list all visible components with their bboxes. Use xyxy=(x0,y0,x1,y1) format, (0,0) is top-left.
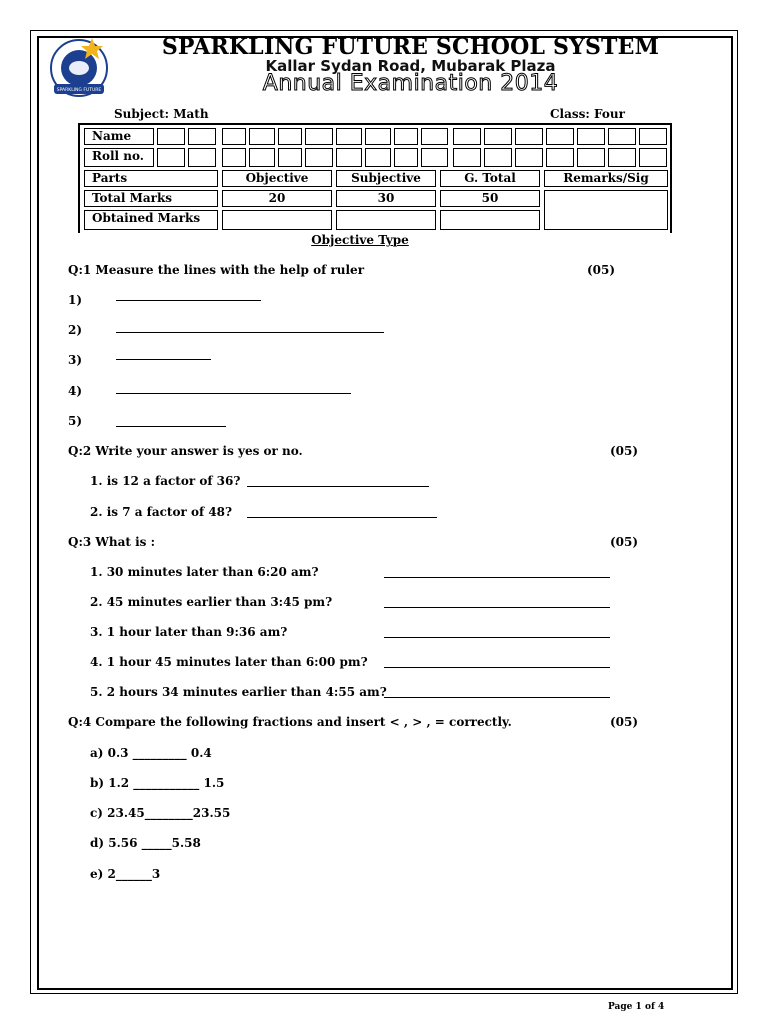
roll-box[interactable] xyxy=(639,148,667,167)
name-label: Name xyxy=(84,128,154,145)
q3-item-2: 2. 45 minutes earlier than 3:45 pm? xyxy=(90,595,333,609)
answer-line[interactable] xyxy=(384,607,610,608)
name-box[interactable] xyxy=(421,128,448,145)
name-box[interactable] xyxy=(484,128,512,145)
school-logo xyxy=(46,32,112,102)
subject-label: Subject: Math xyxy=(114,107,209,121)
roll-box[interactable] xyxy=(249,148,275,167)
roll-box[interactable] xyxy=(394,148,418,167)
measure-line-2 xyxy=(116,332,384,333)
objective-obtained[interactable] xyxy=(222,210,332,230)
q2-marks: (05) xyxy=(610,444,639,458)
objective-total: 20 xyxy=(222,190,332,207)
subjective-header: Subjective xyxy=(336,170,436,187)
student-info-table xyxy=(78,123,672,233)
roll-box[interactable] xyxy=(336,148,362,167)
section-title: Objective Type xyxy=(311,233,409,247)
answer-line[interactable] xyxy=(384,697,610,698)
name-box[interactable] xyxy=(546,128,574,145)
roll-box[interactable] xyxy=(546,148,574,167)
q1-question: Q:1 Measure the lines with the help of ruler xyxy=(68,263,365,277)
roll-box[interactable] xyxy=(577,148,605,167)
q1-item-3: 3) xyxy=(68,353,83,367)
roll-box[interactable] xyxy=(222,148,246,167)
roll-box[interactable] xyxy=(188,148,216,167)
name-box[interactable] xyxy=(188,128,216,145)
g-total-header: G. Total xyxy=(440,170,540,187)
measure-line-4 xyxy=(116,393,351,394)
name-box[interactable] xyxy=(249,128,275,145)
measure-line-5 xyxy=(116,426,226,427)
name-box[interactable] xyxy=(336,128,362,145)
measure-line-1 xyxy=(116,300,261,301)
q3-question: Q:3 What is : xyxy=(68,535,156,549)
name-box[interactable] xyxy=(305,128,333,145)
roll-box[interactable] xyxy=(157,148,185,167)
roll-box[interactable] xyxy=(515,148,543,167)
q1-item-5: 5) xyxy=(68,414,83,428)
measure-line-3 xyxy=(116,359,211,360)
q4-marks: (05) xyxy=(610,715,639,729)
name-box[interactable] xyxy=(278,128,302,145)
q4-item-b: b) 1.2 ___________ 1.5 xyxy=(90,776,225,790)
remarks-box[interactable] xyxy=(544,190,668,230)
q4-item-a: a) 0.3 _________ 0.4 xyxy=(90,746,212,760)
answer-line[interactable] xyxy=(384,637,610,638)
q4-item-c: c) 23.45________23.55 xyxy=(90,806,231,820)
name-box[interactable] xyxy=(639,128,667,145)
q3-marks: (05) xyxy=(610,535,639,549)
name-box[interactable] xyxy=(577,128,605,145)
q3-item-4: 4. 1 hour 45 minutes later than 6:00 pm? xyxy=(90,655,368,669)
class-label: Class: Four xyxy=(550,107,625,121)
name-box[interactable] xyxy=(365,128,391,145)
q1-marks: (05) xyxy=(587,263,616,277)
roll-box[interactable] xyxy=(365,148,391,167)
subjective-total: 30 xyxy=(336,190,436,207)
name-box[interactable] xyxy=(453,128,481,145)
roll-box[interactable] xyxy=(453,148,481,167)
q3-item-1: 1. 30 minutes later than 6:20 am? xyxy=(90,565,319,579)
name-box[interactable] xyxy=(222,128,246,145)
parts-label: Parts xyxy=(84,170,218,187)
remarks-header: Remarks/Sig xyxy=(544,170,668,187)
q2-item-2: 2. is 7 a factor of 48? xyxy=(90,505,233,519)
grand-total: 50 xyxy=(440,190,540,207)
school-name: SPARKLING FUTURE SCHOOL SYSTEM xyxy=(161,34,660,60)
roll-box[interactable] xyxy=(484,148,512,167)
roll-box[interactable] xyxy=(421,148,448,167)
page-of: of xyxy=(644,1002,655,1012)
total-marks-label: Total Marks xyxy=(84,190,218,207)
answer-line[interactable] xyxy=(247,486,429,487)
roll-box[interactable] xyxy=(305,148,333,167)
obtained-marks-label: Obtained Marks xyxy=(84,210,218,230)
name-box[interactable] xyxy=(157,128,185,145)
q4-item-e: e) 2______3 xyxy=(90,867,161,881)
page-current: 1 xyxy=(635,1002,642,1012)
objective-header: Objective xyxy=(222,170,332,187)
roll-label: Roll no. xyxy=(84,148,154,167)
q3-item-3: 3. 1 hour later than 9:36 am? xyxy=(90,625,288,639)
name-box[interactable] xyxy=(394,128,418,145)
q1-item-4: 4) xyxy=(68,384,83,398)
exam-title: Annual Examination 2014 xyxy=(262,71,559,96)
name-box[interactable] xyxy=(608,128,636,145)
svg-text:SPARKLING FUTURE: SPARKLING FUTURE xyxy=(56,88,102,93)
answer-line[interactable] xyxy=(384,577,610,578)
page-label: Page xyxy=(608,1002,633,1012)
school-address: Kallar Sydan Road, Mubarak Plaza xyxy=(265,57,556,75)
name-box[interactable] xyxy=(515,128,543,145)
answer-line[interactable] xyxy=(384,667,610,668)
grand-total-obtained[interactable] xyxy=(440,210,540,230)
subjective-obtained[interactable] xyxy=(336,210,436,230)
q1-item-1: 1) xyxy=(68,293,83,307)
answer-line[interactable] xyxy=(247,517,437,518)
page-total: 4 xyxy=(657,1002,665,1012)
page-number xyxy=(608,1002,664,1012)
q4-item-d: d) 5.56 _____5.58 xyxy=(90,836,201,850)
q1-item-2: 2) xyxy=(68,323,83,337)
roll-box[interactable] xyxy=(278,148,302,167)
q2-item-1: 1. is 12 a factor of 36? xyxy=(90,474,241,488)
q3-item-5: 5. 2 hours 34 minutes earlier than 4:55 am? xyxy=(90,685,387,699)
roll-box[interactable] xyxy=(608,148,636,167)
q4-question: Q:4 Compare the following fractions and insert < , > , = correctly. xyxy=(68,715,512,729)
q2-question: Q:2 Write your answer is yes or no. xyxy=(68,444,303,458)
